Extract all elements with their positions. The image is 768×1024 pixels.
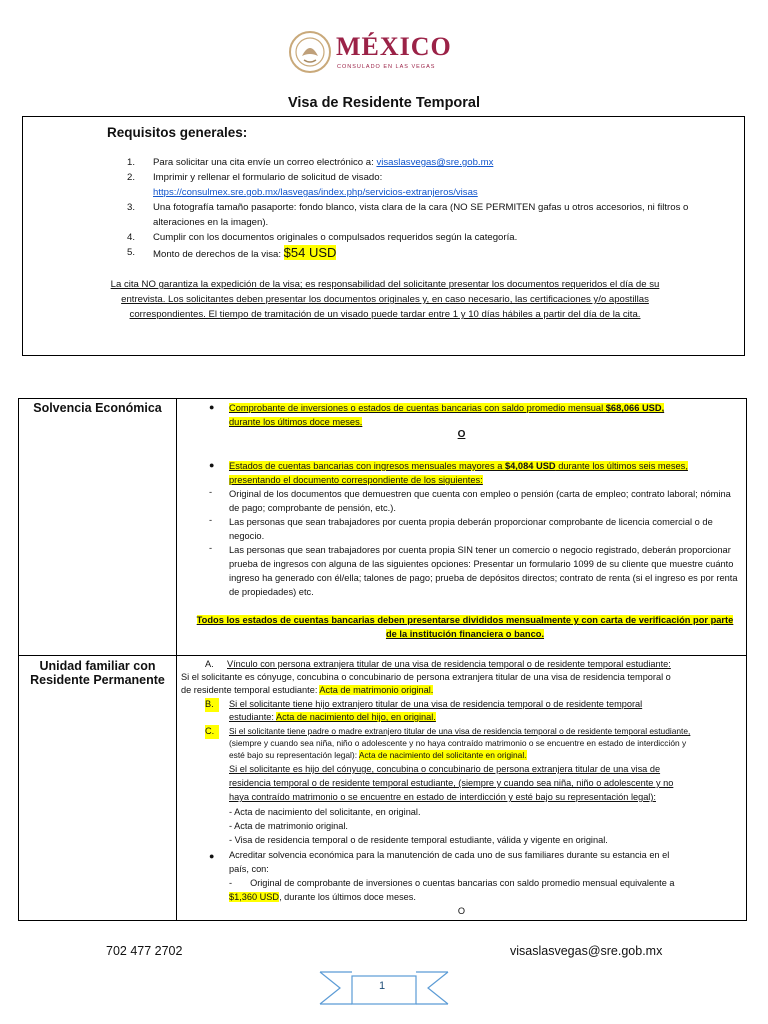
page-number: 1 (378, 980, 386, 992)
section-label-solvencia: Solvencia Económica (19, 399, 177, 656)
section-content-solvencia: ● Comprobante de inversiones o estados de cuentas bancarias con saldo promedio mensual $68,066 USD, durante los últimos doce meses. O ● Estados de cuentas bancarias con ingresos mensuales mayores a $4,084 USD durante los últimos seis meses, presentando el documento correspondiente de los siguientes: - Original de los documentos que demuestren que cuenta con empleo o pensión (carta de empleo; contrato laboral; nómina de pago; comprobante de pensión, etc.). - Las personas que sean trabajadores por cuenta propia deberán proporcionar comprobante de licencia comercial o de negocio. - Las personas que sean trabajadores por cuenta propia SIN tener un comercio o negocio registrado, deberán proporcionar prueba de ingresos con alguna de las siguientes opciones: Presentar un formulario 1099 de su cliente que muestre cuánto ingreso ha generado con él/ella; talones de pago; prueba de depósitos directos; contrato de renta (si el ingreso es por renta de propiedades) etc. Todos los estados de cuentas bancarias deben presentarse divididos mensualmente y con carta de verificación por parte de la institución financiera o banco. (177, 399, 747, 656)
list-item: 2. Imprimir y rellenar el formulario de solicitud de visado: https://consulmex.sre.gob.mx/lasvegas/index.php/servicios-extranjeros/visas (127, 172, 478, 198)
table-row (19, 656, 747, 921)
solvencia-item-1: Original de los documentos que demuestren que cuenta con empleo o pensión (carta de empleo; contrato laboral; nómina de pago; comprobante de pensión, etc.). (229, 489, 731, 513)
requirements-note: La cita NO garantiza la expedición de la visa; es responsabilidad del solicitante presentar los documentos requeridos el día de su entrevista. Los solicitantes deben presentar los documentos originales y, en caso necesario, las certificaciones y/o apostillas correspondientes. El tiempo de tramitación de un visado puede tardar entre 1 y 10 días hábiles a partir del día de la cita. (110, 279, 660, 320)
visa-fee: $54 USD (283, 245, 337, 260)
list-item: 4. Cumplir con los documentos originales o compulsados requeridos según la categoría. (127, 232, 518, 243)
solvencia-bullet-1: Comprobante de inversiones o estados de cuentas bancarias con saldo promedio mensual $68,066 USD, durante los últimos doce meses. (229, 403, 665, 427)
table-row (19, 399, 747, 656)
bullet-icon: ● (209, 460, 215, 470)
footer-phone: 702 477 2702 (106, 944, 183, 958)
solvencia-item-2: Las personas que sean trabajadores por cuenta propia deberán proporcionar comprobante de licencia comercial o de negocio. (229, 517, 713, 541)
page-title: Visa de Residente Temporal (287, 95, 481, 111)
list-item: 3. Una fotografía tamaño pasaporte: fondo blanco, vista clara de la cara (NO SE PERMITEN gafas u otros accesorios, ni filtros o alteraciones en la imagen). (127, 202, 689, 228)
form-link[interactable]: https://consulmex.sre.gob.mx/lasvegas/index.php/servicios-extranjeros/visas (153, 187, 478, 198)
list-item: 5. Monto de derechos de la visa: $54 USD (127, 245, 337, 260)
requirements-title: Requisitos generales: (107, 125, 248, 140)
requirements-table (18, 398, 747, 921)
list-item: 1. Para solicitar una cita envíe un correo electrónico a: visaslasvegas@sre.gob.mx (127, 157, 494, 168)
section-content-unidad: A. Vínculo con persona extranjera titular de una visa de residencia temporal o de residente temporal estudiante: Si el solicitante es cónyuge, concubina o concubinario de persona extranjera titular de una visa de residencia temporal o de residente temporal estudiante: Acta de matrimonio original. B. Si el solicitante tiene hijo extranjero titular de una visa de residencia temporal o de residente temporal estudiante: Acta de nacimiento del hijo, en original. C. Si el solicitante tiene padre o madre extranjero titular de una visa de residencia temporal o de residente temporal estudiante, (siempre y cuando sea niña, niño o adolescente y no haya contraído matrimonio o se encuentre en estado de interdicción y esté bajo su representación legal): Acta de nacimiento del solicitante en original. Si el solicitante es hijo del cónyuge, concubina o concubinario de persona extranjera titular de una visa de residencia temporal o de residente temporal estudiante, (siempre y cuando sea niña, niño o adolescente y no haya contraído matrimonio o se encuentre en estado de interdicción y esté bajo su representación legal): - Acta de nacimiento del solicitante, en original. - Acta de matrimonio original. - Visa de residencia temporal o de residente temporal estudiante, válida y vigente en original. ● Acreditar solvencia económica para la manutención de cada uno de sus familiares durante su estancia en el país, con: - Original de comprobante de inversiones o cuentas bancarias con saldo promedio mensual equivalente a $1,360 USD, durante los últimos doce meses. O (177, 656, 747, 921)
page-header (0, 28, 768, 78)
requirements-list (127, 155, 707, 262)
footer-email: visaslasvegas@sre.gob.mx (510, 944, 663, 958)
or-separator: O (457, 906, 466, 916)
brand-title: MÉXICO (336, 32, 452, 61)
solvencia-footnote: Todos los estados de cuentas bancarias deben presentarse divididos mensualmente y con carta de verificación por parte de la institución financiera o banco. (196, 615, 734, 639)
solvencia-item-3: Las personas que sean trabajadores por cuenta propia SIN tener un comercio o negocio registrado, deberán proporcionar prueba de ingresos con alguna de las siguientes opciones: Presentar un formulario 1099 de su cliente que muestre cuánto ingreso ha generado con él/ella; talones de pago; prueba de depósitos directos; contrato de renta (si el ingreso es por renta de propiedades) etc. (229, 545, 738, 597)
requirements-box (22, 116, 745, 356)
section-label-unidad: Unidad familiar con Residente Permanente (19, 656, 177, 921)
email-link[interactable]: visaslasvegas@sre.gob.mx (376, 157, 494, 168)
bullet-icon: ● (209, 402, 215, 412)
coat-of-arms-icon (288, 30, 332, 74)
bullet-icon: ● (209, 851, 215, 861)
brand-subtitle: CONSULADO EN LAS VEGAS (337, 64, 436, 70)
solvencia-bullet-2: Estados de cuentas bancarias con ingresos mensuales mayores a $4,084 USD durante los últimos seis meses, presentando el documento correspondiente de los siguientes: (229, 461, 688, 485)
or-separator: O (457, 429, 466, 440)
